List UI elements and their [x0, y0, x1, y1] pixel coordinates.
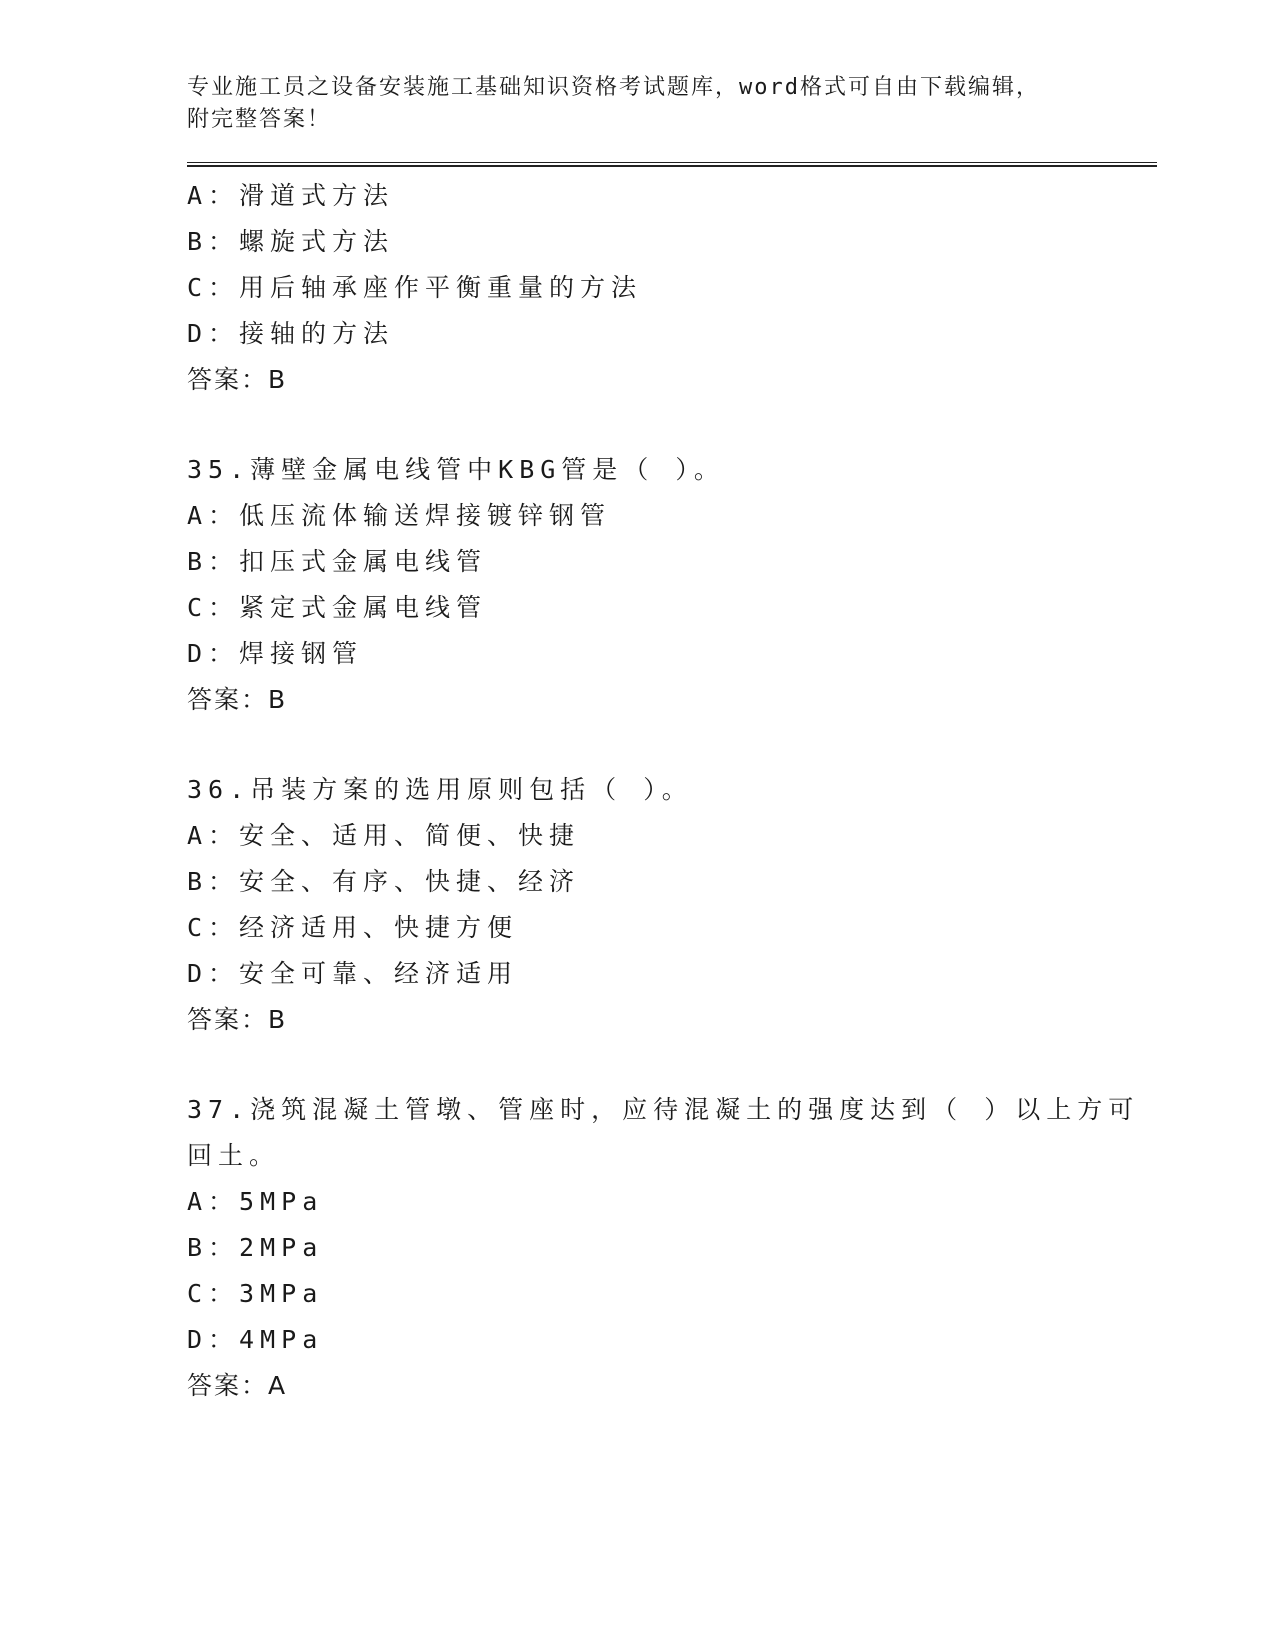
answer-line: 答案：B	[187, 365, 288, 394]
answer-line: 答案：A	[187, 1371, 288, 1400]
header-line-2: 附完整答案！	[187, 107, 332, 132]
option-c: C：紧定式金属电线管	[187, 593, 488, 622]
document-page	[187, 72, 1157, 1409]
header-line-1: 专业施工员之设备安装施工基础知识资格考试题库，word格式可自由下载编辑，	[187, 75, 1040, 100]
document-header	[187, 72, 1157, 136]
option-b: B：螺旋式方法	[187, 227, 395, 256]
question-35-block	[187, 447, 1157, 723]
question-36-block	[187, 767, 1157, 1043]
spacer	[187, 403, 1157, 447]
answer-line: 答案：B	[187, 1005, 288, 1034]
question-text: 35.薄壁金属电线管中KBG管是（ ）。	[187, 455, 725, 484]
header-divider	[187, 162, 1157, 167]
option-d: D：安全可靠、经济适用	[187, 959, 519, 988]
option-a: A：低压流体输送焊接镀锌钢管	[187, 501, 612, 530]
option-a: A：5MPa	[187, 1187, 324, 1216]
question-text: 36.吊装方案的选用原则包括（ ）。	[187, 775, 693, 804]
question-text-line-1: 37.浇筑混凝土管墩、管座时，应待混凝土的强度达到（ ）以上方可	[187, 1095, 1140, 1124]
question-list	[187, 173, 1157, 1409]
option-b: B：扣压式金属电线管	[187, 547, 488, 576]
option-d: D：接轴的方法	[187, 319, 395, 348]
option-c: C：用后轴承座作平衡重量的方法	[187, 273, 643, 302]
option-a: A：安全、适用、简便、快捷	[187, 821, 581, 850]
question-text-line-2: 回土。	[187, 1141, 281, 1170]
spacer	[187, 723, 1157, 767]
option-a: A：滑道式方法	[187, 181, 395, 210]
spacer	[187, 1043, 1157, 1087]
question-37-block	[187, 1087, 1157, 1409]
option-d: D：焊接钢管	[187, 639, 364, 668]
option-c: C：3MPa	[187, 1279, 324, 1308]
answer-line: 答案：B	[187, 685, 288, 714]
option-d: D：4MPa	[187, 1325, 324, 1354]
option-c: C：经济适用、快捷方便	[187, 913, 519, 942]
option-b: B：2MPa	[187, 1233, 324, 1262]
option-b: B：安全、有序、快捷、经济	[187, 867, 581, 896]
question-34-block	[187, 173, 1157, 403]
